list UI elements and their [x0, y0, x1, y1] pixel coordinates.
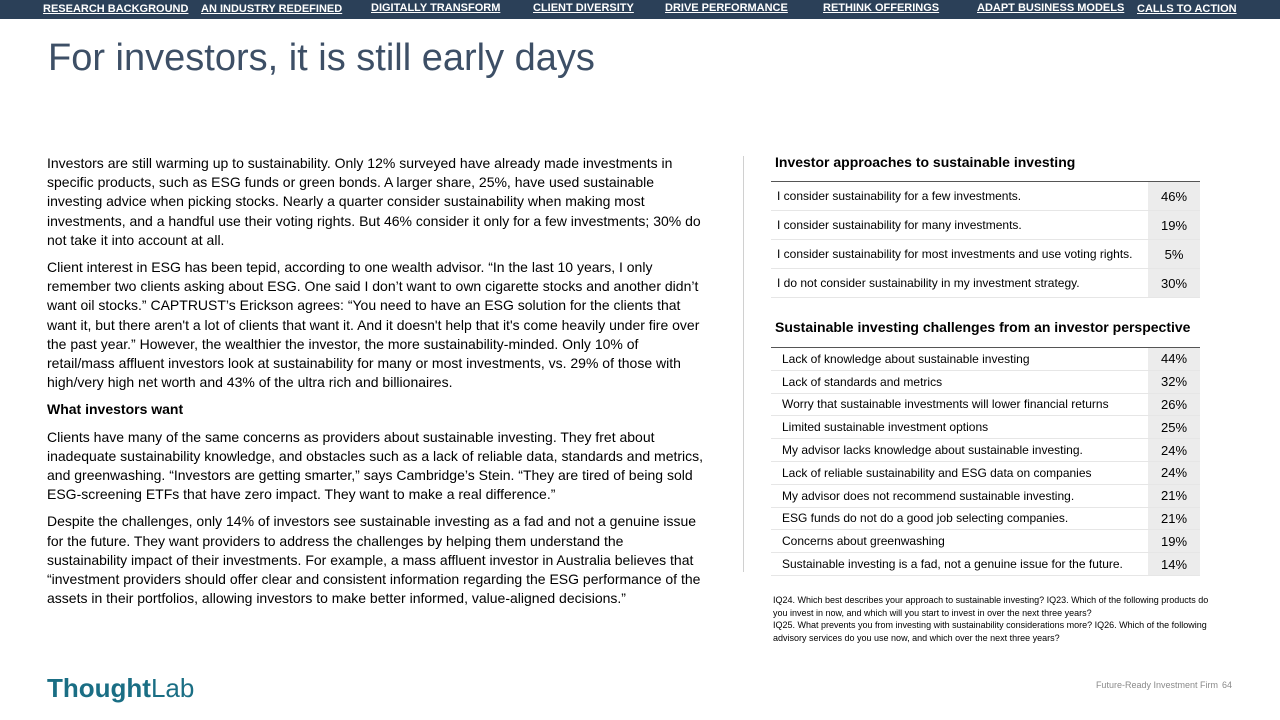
row-label: ESG funds do not do a good job selecting companies.: [782, 511, 1069, 526]
table-row: [771, 439, 1200, 462]
paragraph-intro: Investors are still warming up to sustainability. Only 12% surveyed have already made investments in specific products, such as ESG funds or green bonds. A larger share, 25%, have used sustainable investing advice when picking stocks. Nearly a quarter consider sustainability when making most investments, and a handful use their voting rights. But 46% consider it only for a few investments; 30% do not take it into account at all.: [47, 155, 701, 248]
publication-name: Future-Ready Investment Firm: [1095, 680, 1218, 690]
row-value: 19%: [1148, 530, 1200, 552]
row-value: 24%: [1148, 439, 1200, 461]
row-value: 5%: [1148, 240, 1200, 268]
row-label: My advisor does not recommend sustainable investing.: [782, 488, 1075, 503]
nav-research-background[interactable]: RESEARCH BACKGROUND: [43, 3, 189, 15]
row-value: 30%: [1148, 269, 1200, 297]
table-row: [771, 182, 1200, 211]
table-row: [771, 416, 1200, 439]
row-label: I do not consider sustainability in my investment strategy.: [777, 276, 1080, 290]
table1-title: Investor approaches to sustainable investing: [775, 154, 1076, 170]
table-row: [771, 530, 1200, 553]
paragraph-client-interest: Client interest in ESG has been tepid, according to one wealth advisor. “In the last 10 years, I only remember two clients asking about ESG. One said I don’t want to own cigarette stocks and another didn’t want oil stocks.” CAPTRUST’s Erickson agrees: “You need to have an ESG solution for the clients that want it, but there aren't a lot of clients that want it. And it doesn't help that it's come heavily under fire over the past year.” However, the wealthier the investor, the more sustainability-minded. Only 10% of retail/mass affluent investors look at sustainability for many or most investments, vs. 29% of those with high/very high net worth and 43% of the ultra rich and billionaires.: [47, 259, 700, 391]
row-value: 32%: [1148, 371, 1200, 393]
row-value: 44%: [1148, 348, 1200, 370]
body-text: [47, 154, 707, 616]
table-row: [771, 553, 1200, 576]
nav-client-diversity[interactable]: CLIENT DIVERSITY: [533, 2, 634, 14]
survey-footnote: [773, 594, 1223, 644]
row-label: Limited sustainable investment options: [782, 420, 989, 435]
nav-drive-performance[interactable]: DRIVE PERFORMANCE: [665, 2, 788, 14]
row-label: Lack of reliable sustainability and ESG data on companies: [782, 465, 1092, 480]
row-value: 46%: [1148, 182, 1200, 210]
nav-adapt-business-models[interactable]: ADAPT BUSINESS MODELS: [977, 2, 1125, 14]
table-row: [771, 394, 1200, 417]
investor-challenges-table: [771, 347, 1200, 576]
paragraph-client-concerns: Clients have many of the same concerns as providers about sustainable investing. They fret about inadequate sustainability knowledge, and obstacles such as a lack of reliable data, standards and metrics, and greenwashing. “Investors are getting smarter,” says Cambridge’s Stein. “They are tired of being sold ESG-screening ETFs that have zero impact. They want to make a real difference.”: [47, 428, 704, 503]
table-row: [771, 371, 1200, 394]
investor-approaches-table: [771, 181, 1200, 298]
page-title: For investors, it is still early days: [48, 37, 595, 79]
table-row: [771, 240, 1200, 269]
row-label: Worry that sustainable investments will lower financial returns: [782, 397, 1109, 412]
top-navigation-bar: [0, 0, 1280, 19]
footnote-line-1: IQ24. Which best describes your approach to sustainable investing? IQ23. Which of the following products do you invest in now, and which will you start to invest in over the next three years?: [773, 595, 1209, 618]
table-row: [771, 269, 1200, 298]
table2-title: Sustainable investing challenges from an investor perspective: [775, 319, 1191, 335]
logo-text-bold: Thought: [47, 673, 151, 703]
row-value: 14%: [1148, 553, 1200, 575]
row-label: I consider sustainability for most investments and use voting rights.: [777, 247, 1133, 261]
column-divider: [743, 156, 744, 572]
row-label: Lack of knowledge about sustainable investing: [782, 351, 1030, 366]
footnote-line-2: IQ25. What prevents you from investing with sustainability considerations more? IQ26. Which of the following advisory services do you use now, and which over the next three years?: [773, 620, 1207, 643]
nav-calls-to-action[interactable]: CALLS TO ACTION: [1137, 3, 1237, 15]
page-footer: [1096, 680, 1232, 690]
row-value: 25%: [1148, 416, 1200, 438]
row-label: Sustainable investing is a fad, not a genuine issue for the future.: [782, 557, 1123, 572]
table-row: [771, 462, 1200, 485]
nav-an-industry-redefined[interactable]: AN INDUSTRY REDEFINED: [201, 3, 343, 15]
row-label: I consider sustainability for a few investments.: [777, 189, 1022, 203]
row-label: Concerns about greenwashing: [782, 534, 945, 549]
table-row: [771, 348, 1200, 371]
row-label: Lack of standards and metrics: [782, 374, 943, 389]
subheading-what-investors-want: What investors want: [47, 401, 184, 418]
row-value: 26%: [1148, 394, 1200, 416]
row-value: 21%: [1148, 485, 1200, 507]
row-value: 19%: [1148, 211, 1200, 239]
row-label: My advisor lacks knowledge about sustainable investing.: [782, 443, 1083, 458]
page-number: 64: [1221, 680, 1232, 690]
row-value: 21%: [1148, 508, 1200, 530]
table-row: [771, 508, 1200, 531]
table-row: [771, 485, 1200, 508]
table-row: [771, 211, 1200, 240]
row-value: 24%: [1148, 462, 1200, 484]
paragraph-challenges: Despite the challenges, only 14% of investors see sustainable investing as a fad and not a genuine issue for the future. They want providers to address the challenges by helping them understand the sustainability impact of their investments. For example, a mass affluent investor in Australia believes that “investment providers should offer clear and consistent information regarding the ESG performance of the assets in their portfolios, allowing investors to make better informed, value-aligned decisions.”: [47, 513, 701, 607]
row-label: I consider sustainability for many investments.: [777, 218, 1022, 232]
thoughtlab-logo: [47, 673, 194, 704]
nav-digitally-transform[interactable]: DIGITALLY TRANSFORM: [371, 2, 501, 14]
logo-text-regular: Lab: [150, 673, 195, 703]
nav-rethink-offerings[interactable]: RETHINK OFFERINGS: [823, 2, 940, 14]
